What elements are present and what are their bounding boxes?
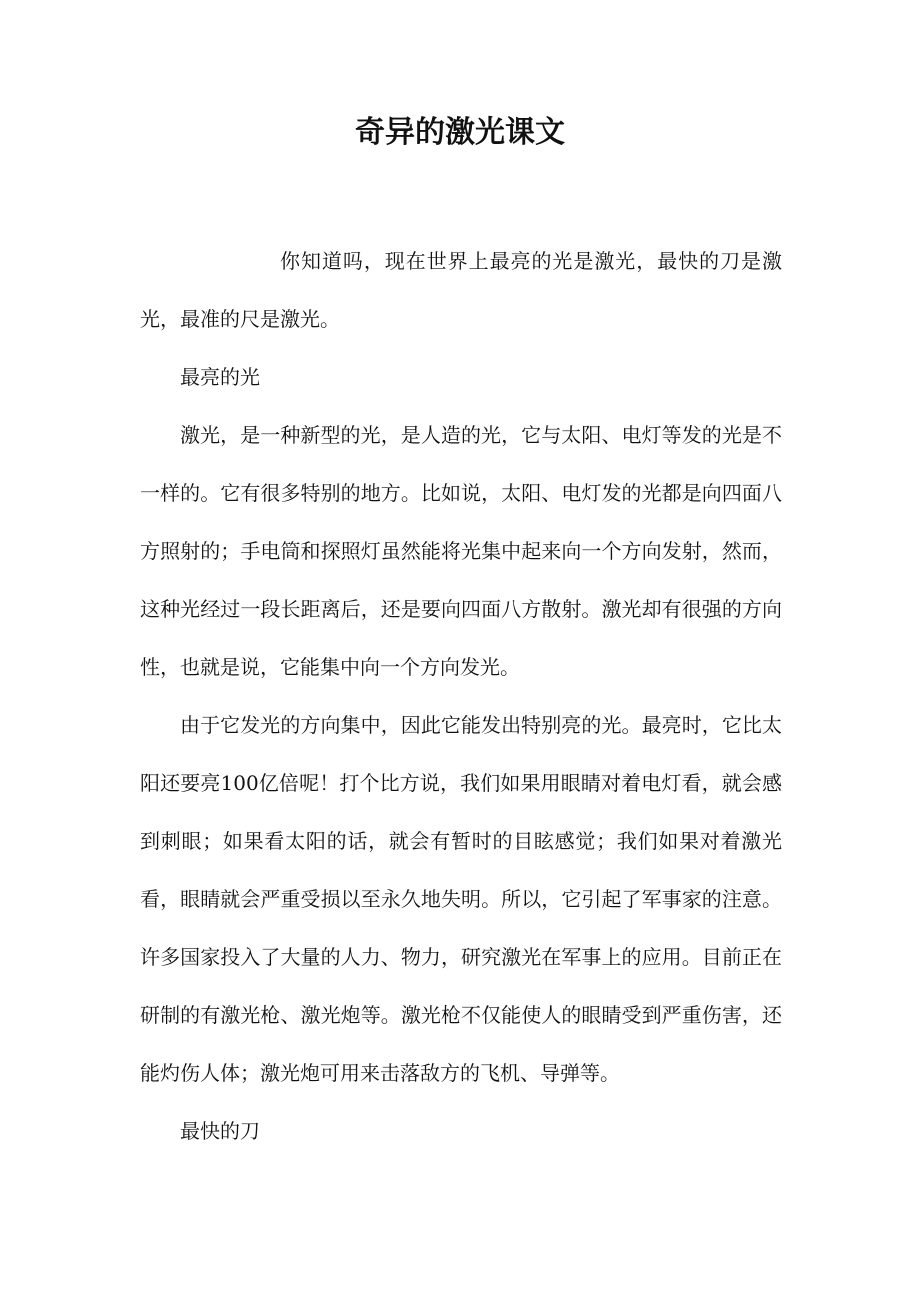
intro-paragraph: 你知道吗，现在世界上最亮的光是激光，最快的刀是激光，最准的尺是激光。 — [140, 249, 782, 331]
section-heading-brightest-light: 最亮的光 — [180, 365, 260, 389]
section-heading-fastest-knife: 最快的刀 — [180, 1119, 260, 1143]
body-paragraph: 由于它发光的方向集中，因此它能发出特别亮的光。最亮时，它比太阳还要亮100亿倍呢！打个比方说，我们如果用眼睛对着电灯看，就会感到刺眼；如果看太阳的话，就会有暂时的目眩感觉；我们如果对着激光看，眼睛就会严重受损以至永久地失明。所以，它引起了军事家的注意。许多国家投入了大量的人力、物力，研究激光在军事上的应用。目前正在研制的有激光枪、激光炮等。激光枪不仅能使人的眼睛受到严重伤害，还能灼伤人体；激光炮可用来击落敌方的飞机、导弹等。 — [140, 713, 782, 1085]
document-title: 奇异的激光课文 — [355, 115, 565, 150]
body-paragraph: 激光，是一种新型的光，是人造的光，它与太阳、电灯等发的光是不一样的。它有很多特别的地方。比如说，太阳、电灯发的光都是向四面八方照射的；手电筒和探照灯虽然能将光集中起来向一个方向发射，然而，这种光经过一段长距离后，还是要向四面八方散射。激光却有很强的方向性，也就是说，它能集中向一个方向发光。 — [140, 423, 782, 679]
document-body — [140, 232, 782, 1160]
